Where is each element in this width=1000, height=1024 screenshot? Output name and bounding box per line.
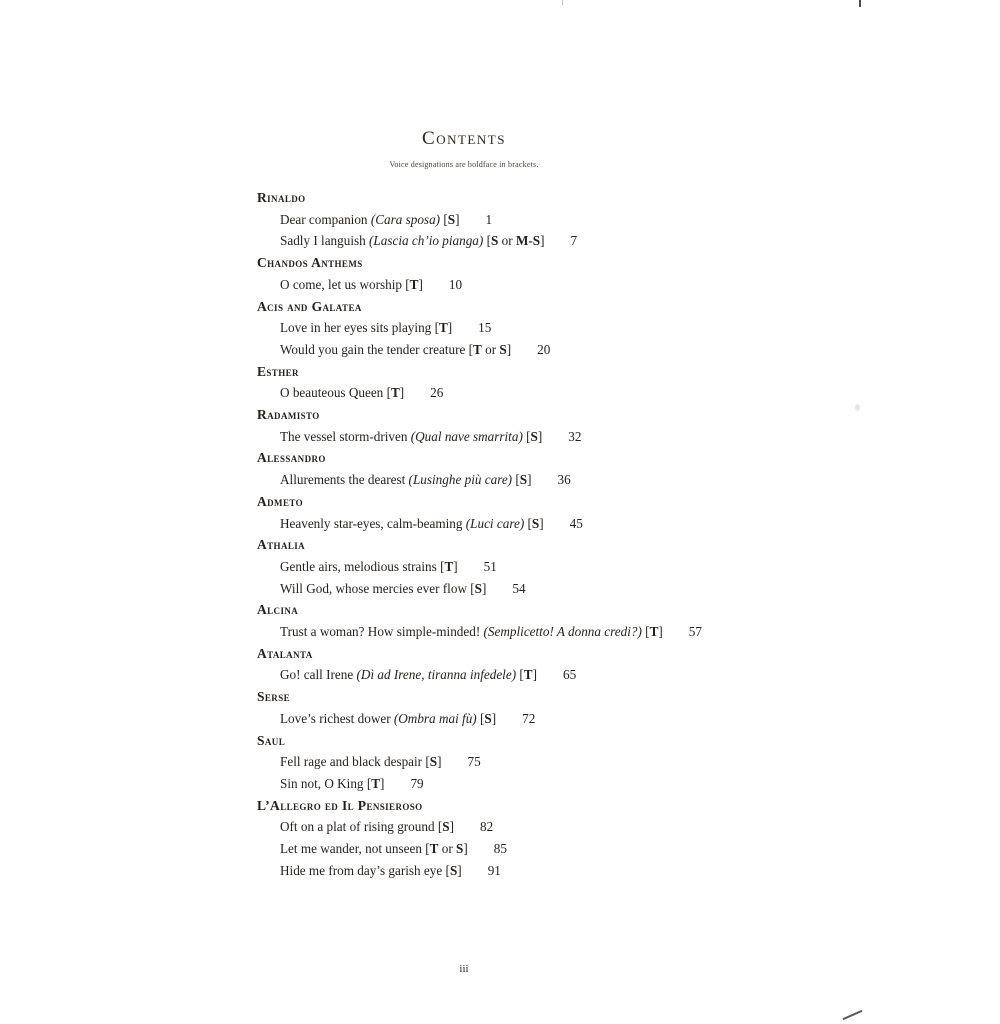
song-title: Hide me from day’s garish eye xyxy=(280,862,446,878)
voice-bracket-open: [ xyxy=(366,775,372,791)
voice-bracket-open: [ xyxy=(483,233,491,249)
toc-page-number: 54 xyxy=(512,580,526,596)
toc-page-number: 20 xyxy=(537,341,551,357)
voice-bracket-close: ] xyxy=(455,211,460,227)
voice-bracket-close: ] xyxy=(658,624,663,640)
song-title: Love’s richest dower xyxy=(280,710,394,726)
voice-bracket-open: [ xyxy=(516,667,524,683)
song-italian-incipit: (Ombra mai fù) xyxy=(393,710,477,726)
voice-bracket-open: [ xyxy=(425,754,430,770)
voice-designation: S xyxy=(491,233,499,249)
voice-designation: S xyxy=(429,754,438,770)
song-title: Heavenly star-eyes, calm-beaming xyxy=(280,515,466,531)
voice-designation: T xyxy=(444,558,454,574)
voice-bracket-open: [ xyxy=(425,841,430,857)
song-title: Go! call Irene xyxy=(280,667,357,683)
song-title: Would you gain the tender creature xyxy=(280,341,469,357)
toc-work-atalanta xyxy=(257,643,897,686)
toc-song xyxy=(257,578,897,600)
toc-work-title: Acis and Galatea xyxy=(257,298,362,314)
voice-designation: S xyxy=(519,472,528,488)
voice-bracket-open: [ xyxy=(437,819,443,835)
toc-page-number: 45 xyxy=(569,515,583,531)
voice-designation-alt: S xyxy=(456,841,464,857)
song-title: Oft on a plat of rising ground xyxy=(280,819,438,835)
song-italian-incipit: (Lascia ch’io pianga) xyxy=(369,233,484,249)
toc-page-number: 79 xyxy=(410,775,424,791)
voice-bracket-close: ] xyxy=(539,515,544,531)
toc-work-title: Admeto xyxy=(257,493,303,509)
toc-song xyxy=(257,209,897,231)
voice-designation: S xyxy=(474,580,483,596)
toc-page-number: 36 xyxy=(557,472,571,488)
voice-designation: T xyxy=(409,276,419,292)
voice-designation: T xyxy=(649,624,659,640)
toc-work-title: Atalanta xyxy=(257,645,313,661)
toc-song xyxy=(257,664,897,686)
song-title: O beauteous Queen xyxy=(280,385,387,401)
toc-work-admeto xyxy=(257,491,897,534)
scan-mark-top-faint xyxy=(562,0,563,5)
voice-designation: T xyxy=(523,667,533,683)
toc-work-saul xyxy=(257,730,897,795)
song-italian-incipit: (Cara sposa) xyxy=(370,211,441,227)
voice-designation-alt: M-S xyxy=(515,233,541,249)
song-italian-incipit: (Lusinghe più care) xyxy=(408,472,513,488)
toc-song xyxy=(257,773,897,795)
toc-work-serse xyxy=(257,686,897,729)
toc-work-acis-and-galatea xyxy=(257,296,897,361)
song-title: Love in her eyes sits playing xyxy=(280,320,435,336)
voice-designation: S xyxy=(442,819,450,835)
toc-song xyxy=(257,751,897,773)
voice-bracket-open: [ xyxy=(476,710,485,726)
voice-designation: S xyxy=(484,710,492,726)
toc-page-number: 7 xyxy=(570,233,578,249)
song-title: Trust a woman? How simple-minded! xyxy=(280,624,484,640)
toc-work-radamisto xyxy=(257,404,897,447)
toc-page-number: 32 xyxy=(568,428,582,444)
voice-bracket-close: ] xyxy=(447,320,453,336)
song-italian-incipit: (Luci care) xyxy=(465,515,525,531)
toc-song xyxy=(257,621,897,643)
toc-page-number: 82 xyxy=(480,819,494,835)
toc-work-athalia xyxy=(257,534,897,599)
scan-mark-top-dark xyxy=(859,0,861,7)
toc-work-title: Alcina xyxy=(257,602,299,618)
toc-work-title: Athalia xyxy=(257,537,306,553)
song-title: Fell rage and black despair xyxy=(280,754,426,770)
toc-page-number: 1 xyxy=(485,211,493,227)
song-italian-incipit: (Semplicetto! A donna credi?) xyxy=(483,624,642,640)
toc-work-title: Esther xyxy=(257,363,299,379)
voice-bracket-close: ] xyxy=(437,754,442,770)
toc-page-number: 57 xyxy=(688,624,702,640)
voice-bracket-open: [ xyxy=(470,580,475,596)
toc-work-alcina xyxy=(257,599,897,642)
toc-work-chandos-anthems xyxy=(257,252,897,295)
voice-or: or xyxy=(498,233,516,249)
toc-work-rinaldo xyxy=(257,187,897,252)
voice-designation: S xyxy=(449,862,458,878)
scan-mark-slash xyxy=(843,1010,863,1020)
song-title: Gentle airs, melodious strains xyxy=(280,558,441,574)
toc-song xyxy=(257,469,897,491)
toc-page-number: 10 xyxy=(448,276,463,292)
toc-song xyxy=(257,339,897,361)
song-title: Sin not, O King xyxy=(280,775,367,791)
voice-bracket-open: [ xyxy=(440,558,445,574)
voice-designation: S xyxy=(531,515,540,531)
voice-bracket-open: [ xyxy=(440,211,448,227)
song-title: Will God, whose mercies ever flow xyxy=(280,580,471,596)
voice-designation: S xyxy=(530,428,538,444)
voice-bracket-close: ] xyxy=(482,580,487,596)
voice-bracket-close: ] xyxy=(449,819,455,835)
toc-work-title: Rinaldo xyxy=(257,190,306,205)
song-title: Let me wander, not unseen xyxy=(280,841,426,857)
voice-bracket-close: ] xyxy=(399,385,405,401)
voice-or: or xyxy=(438,841,457,857)
toc-song xyxy=(257,556,897,578)
voice-bracket-open: [ xyxy=(522,428,531,444)
voice-bracket-close: ] xyxy=(380,775,385,791)
voice-bracket-open: [ xyxy=(434,320,439,336)
voice-bracket-open: [ xyxy=(405,276,410,292)
folio-page-number: iii xyxy=(459,963,469,975)
toc-work-title: L’Allegro ed Il Pensieroso xyxy=(257,797,423,813)
toc-page-number: 51 xyxy=(483,558,497,574)
voice-designation: T xyxy=(438,320,448,336)
toc-work-lallegro xyxy=(257,795,897,882)
toc-page-number: 91 xyxy=(487,862,501,878)
voice-bracket-close: ] xyxy=(453,558,458,574)
toc-page-number: 72 xyxy=(522,710,536,726)
voice-designation: S xyxy=(447,211,456,227)
voice-designation: T xyxy=(371,775,381,791)
voice-designation: T xyxy=(429,841,439,857)
song-title: The vessel storm-driven xyxy=(280,428,411,444)
toc-song xyxy=(257,708,897,730)
toc-song xyxy=(257,860,897,882)
toc-page-number: 26 xyxy=(430,385,444,401)
toc-work-esther xyxy=(257,361,897,404)
song-title: O come, let us worship xyxy=(280,276,406,292)
voice-bracket-open: [ xyxy=(468,341,474,357)
voice-bracket-close: ] xyxy=(532,667,537,683)
voice-bracket-close: ] xyxy=(527,472,532,488)
toc-work-title: Serse xyxy=(257,689,291,705)
voice-bracket-open: [ xyxy=(386,385,391,401)
toc-work-title: Alessandro xyxy=(257,450,326,466)
toc-work-alessandro xyxy=(257,447,897,490)
voice-or: or xyxy=(481,341,500,357)
toc-page-number: 85 xyxy=(493,841,507,857)
voice-designation-alt: S xyxy=(499,341,507,357)
toc-song xyxy=(257,513,897,535)
page-title: Contents xyxy=(422,128,506,149)
toc-song xyxy=(257,274,897,296)
toc-work-title: Radamisto xyxy=(257,407,320,423)
song-title: Sadly I languish xyxy=(280,233,370,249)
song-title: Allurements the dearest xyxy=(280,472,409,488)
voice-designation: T xyxy=(473,341,482,357)
voice-bracket-close: ] xyxy=(418,276,423,292)
voice-bracket-close: ] xyxy=(457,862,462,878)
voice-bracket-close: ] xyxy=(506,341,512,357)
toc-page-number: 65 xyxy=(563,667,577,683)
voice-designation-note: Voice designations are boldface in brackets. xyxy=(389,160,539,169)
song-italian-incipit: (Dì ad Irene, tiranna infedele) xyxy=(356,667,517,683)
voice-bracket-open: [ xyxy=(512,472,520,488)
toc-song xyxy=(257,838,897,860)
voice-bracket-close: ] xyxy=(537,428,543,444)
voice-bracket-open: [ xyxy=(445,862,450,878)
toc-work-title: Saul xyxy=(257,732,286,748)
toc-song xyxy=(257,317,897,339)
toc-page-number: 75 xyxy=(467,754,481,770)
voice-bracket-close: ] xyxy=(491,710,497,726)
voice-bracket-close: ] xyxy=(463,841,468,857)
voice-designation: T xyxy=(390,385,400,401)
voice-bracket-open: [ xyxy=(641,624,650,640)
toc-song xyxy=(257,816,897,838)
toc-work-title: Chandos Anthems xyxy=(257,255,363,271)
toc-song xyxy=(257,426,897,448)
toc-page-number: 15 xyxy=(478,320,492,336)
voice-bracket-close: ] xyxy=(540,233,545,249)
song-title: Dear companion xyxy=(280,211,371,227)
song-italian-incipit: (Qual nave smarrita) xyxy=(410,428,523,444)
toc-song xyxy=(257,230,897,252)
scan-smudge xyxy=(855,404,860,411)
voice-bracket-open: [ xyxy=(524,515,532,531)
table-of-contents xyxy=(257,187,897,882)
toc-song xyxy=(257,382,897,404)
